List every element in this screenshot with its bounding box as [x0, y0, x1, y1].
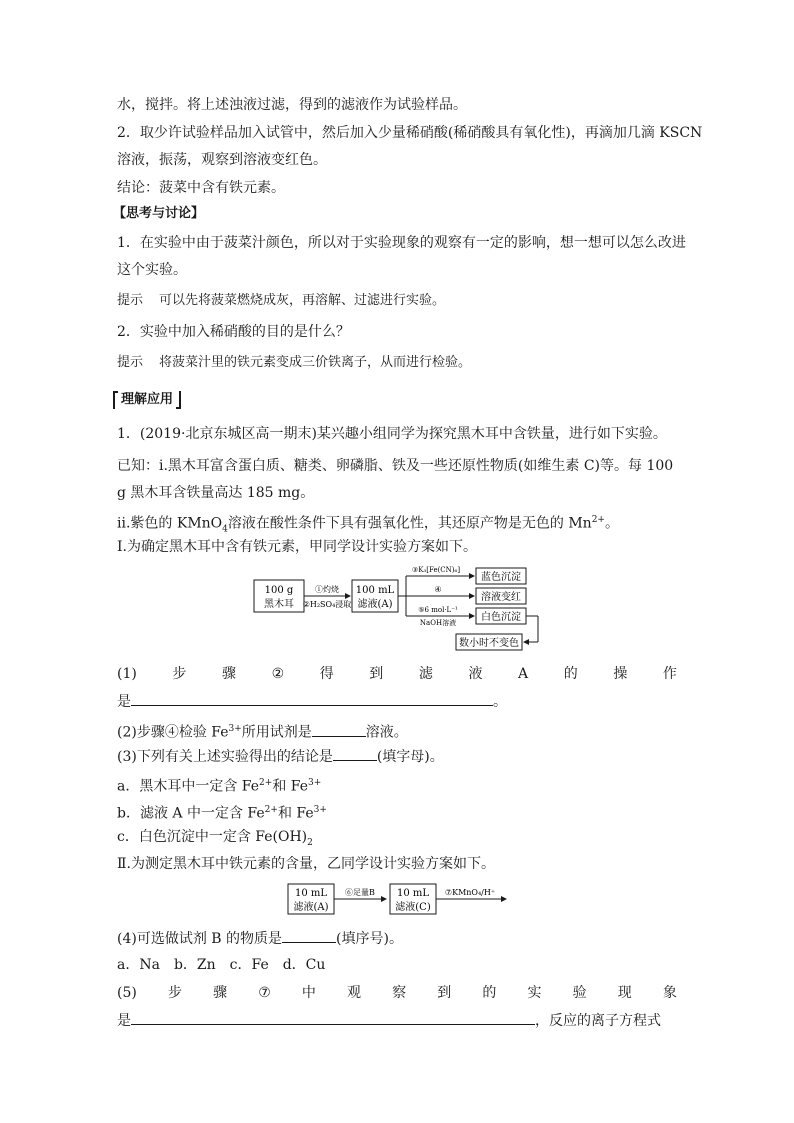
question-5-tail: 是 ，反应的离子方程式 — [117, 1010, 661, 1031]
svg-text:10 mL: 10 mL — [294, 888, 328, 899]
question-1-1-char: 作 — [662, 666, 677, 682]
answer-blank[interactable] — [282, 928, 336, 943]
question-1-1-char: A — [518, 666, 529, 682]
known-2: ⅱ.紫色的 KMnO$_4$溶液在酸性条件下具有强氧化性，其还原产物是无色的 $Mn^{2+}$。 — [117, 515, 619, 535]
hint-text: 可以先将菠菜燃烧成灰，再溶解、过滤进行实验。 — [159, 293, 446, 308]
question-5-char: ⑦ — [258, 985, 271, 1001]
svg-text:溶液变红: 溶液变红 — [481, 592, 521, 603]
part-2-intro: Ⅱ.为测定黑木耳中铁元素的含量，乙同学设计实验方案如下。 — [117, 856, 495, 872]
text-line: 水，搅拌。将上述浊液过滤，得到的滤液作为试验样品。 — [117, 97, 467, 113]
svg-text:100 mL: 100 mL — [355, 585, 395, 596]
question-1-1 — [117, 664, 677, 684]
known-1-cont: g 黑木耳含铁量高达 185 mg。 — [117, 485, 315, 501]
hint-label: 提示 — [117, 293, 144, 308]
question-5-char: 验 — [572, 985, 587, 1001]
question-5-char: 现 — [617, 985, 632, 1001]
answer-blank[interactable] — [312, 722, 366, 737]
question-1-cont: 这个实验。 — [117, 262, 187, 278]
known-1: 已知：ⅰ.黑木耳富含蛋白质、糖类、卵磷脂、铁及一些还原性物质(如维生素 C)等。每 100 — [117, 458, 674, 474]
section-title: 理解应用 — [113, 388, 181, 409]
question-1-1-char: 的 — [563, 666, 578, 682]
question-1-1-char: 滤 — [418, 666, 433, 682]
option-b: b．滤液 A 中一定含 $Fe^{2+}$和 $Fe^{3+}$ — [117, 805, 327, 822]
flow-diagram-2 — [286, 882, 510, 918]
svg-text:滤液(C): 滤液(C) — [395, 902, 431, 913]
svg-text:⑦KMnO₄/H⁺: ⑦KMnO₄/H⁺ — [444, 888, 496, 897]
svg-text:蓝色沉淀: 蓝色沉淀 — [481, 572, 521, 583]
question-1-1-char: 操 — [613, 666, 628, 682]
question-1-1-char: (1) — [117, 666, 137, 682]
question-3: (3)下列有关上述实验得出的结论是 (填字母)。 — [117, 746, 444, 767]
answer-blank[interactable] — [333, 746, 377, 761]
question-1-1-tail: 是 。 — [117, 691, 507, 712]
svg-text:NaOH溶液: NaOH溶液 — [419, 619, 457, 627]
question-1-1-char: ② — [271, 666, 285, 682]
question-5 — [117, 983, 677, 1003]
part-1-intro: Ⅰ.为确定黑木耳中含有铁元素，甲同学设计实验方案如下。 — [117, 539, 477, 555]
problem-1: 1．(2019·北京东城区高一期末)某兴趣小组同学为探究黑木耳中含铁量，进行如下实验。 — [117, 426, 667, 442]
option-a: a．黑木耳中一定含 $Fe^{2+}$和 $Fe^{3+}$ — [117, 778, 322, 795]
question-4-options: a．Na b．Zn c．Fe d．Cu — [117, 957, 326, 973]
svg-text:①灼烧: ①灼烧 — [315, 585, 339, 594]
svg-text:⑥足量B: ⑥足量B — [345, 888, 375, 897]
question-5-char: (5) — [117, 985, 137, 1001]
svg-text:④: ④ — [434, 585, 442, 594]
bracket-right-icon — [176, 391, 181, 409]
hint-text: 将菠菜汁里的铁元素变成三价铁离子，从而进行检验。 — [159, 355, 472, 370]
question-5-char: 骤 — [213, 985, 228, 1001]
flow-diagram-1 — [250, 562, 550, 658]
svg-text:黑木耳: 黑木耳 — [264, 599, 294, 610]
question-2: 2．实验中加入稀硝酸的目的是什么？ — [117, 324, 350, 340]
svg-text:滤液(A): 滤液(A) — [293, 902, 329, 913]
question-1-1-char: 得 — [319, 666, 334, 682]
question-5-char: 中 — [301, 985, 316, 1001]
question-5-char: 到 — [437, 985, 452, 1001]
answer-blank[interactable] — [131, 1010, 535, 1025]
question-5-char: 步 — [167, 985, 182, 1001]
answer-blank[interactable] — [131, 691, 493, 706]
question-5-char: 象 — [662, 985, 677, 1001]
think-title: 【思考与讨论】 — [113, 206, 205, 221]
question-1-1-char: 到 — [369, 666, 384, 682]
conclusion: 结论：菠菜中含有铁元素。 — [117, 180, 285, 196]
hint-2 — [117, 352, 471, 373]
question-1: 1．在实验中由于菠菜汁颜色，所以对于实验现象的观察有一定的影响，想一想可以怎么改进 — [117, 235, 686, 251]
question-5-char: 的 — [482, 985, 497, 1001]
question-5-char: 实 — [527, 985, 542, 1001]
question-1-1-char: 液 — [468, 666, 483, 682]
option-c: c．白色沉淀中一定含 $Fe(OH)_2$ — [117, 829, 313, 848]
svg-text:②H₂SO₄浸取: ②H₂SO₄浸取 — [302, 600, 352, 609]
svg-text:③K₃[Fe(CN)₆]: ③K₃[Fe(CN)₆] — [411, 566, 461, 574]
hint-label: 提示 — [117, 355, 144, 370]
bracket-left-icon — [113, 391, 118, 409]
svg-text:10 mL: 10 mL — [396, 888, 430, 899]
question-2: (2)步骤④检验 $Fe^{3+}$所用试剂是 溶液。 — [117, 719, 408, 743]
question-5-char: 察 — [392, 985, 407, 1001]
svg-text:100 g: 100 g — [264, 585, 294, 596]
question-1-1-char: 骤 — [222, 666, 236, 682]
svg-text:⑤6 mol·L⁻¹: ⑤6 mol·L⁻¹ — [418, 606, 458, 614]
question-4: (4)可选做试剂 B 的物质是 (填序号)。 — [117, 928, 403, 949]
svg-text:白色沉淀: 白色沉淀 — [481, 612, 521, 623]
question-5-char: 观 — [347, 985, 362, 1001]
svg-text:数小时不变色: 数小时不变色 — [459, 638, 519, 649]
text-line: 2．取少许试验样品加入试管中，然后加入少量稀硝酸(稀硝酸具有氧化性)，再滴加几滴 KSCN — [117, 125, 703, 141]
hint-1 — [117, 290, 445, 311]
text-line: 溶液，振荡，观察到溶液变红色。 — [117, 152, 327, 168]
svg-text:滤液(A): 滤液(A) — [357, 599, 393, 610]
question-1-1-char: 步 — [172, 666, 187, 682]
